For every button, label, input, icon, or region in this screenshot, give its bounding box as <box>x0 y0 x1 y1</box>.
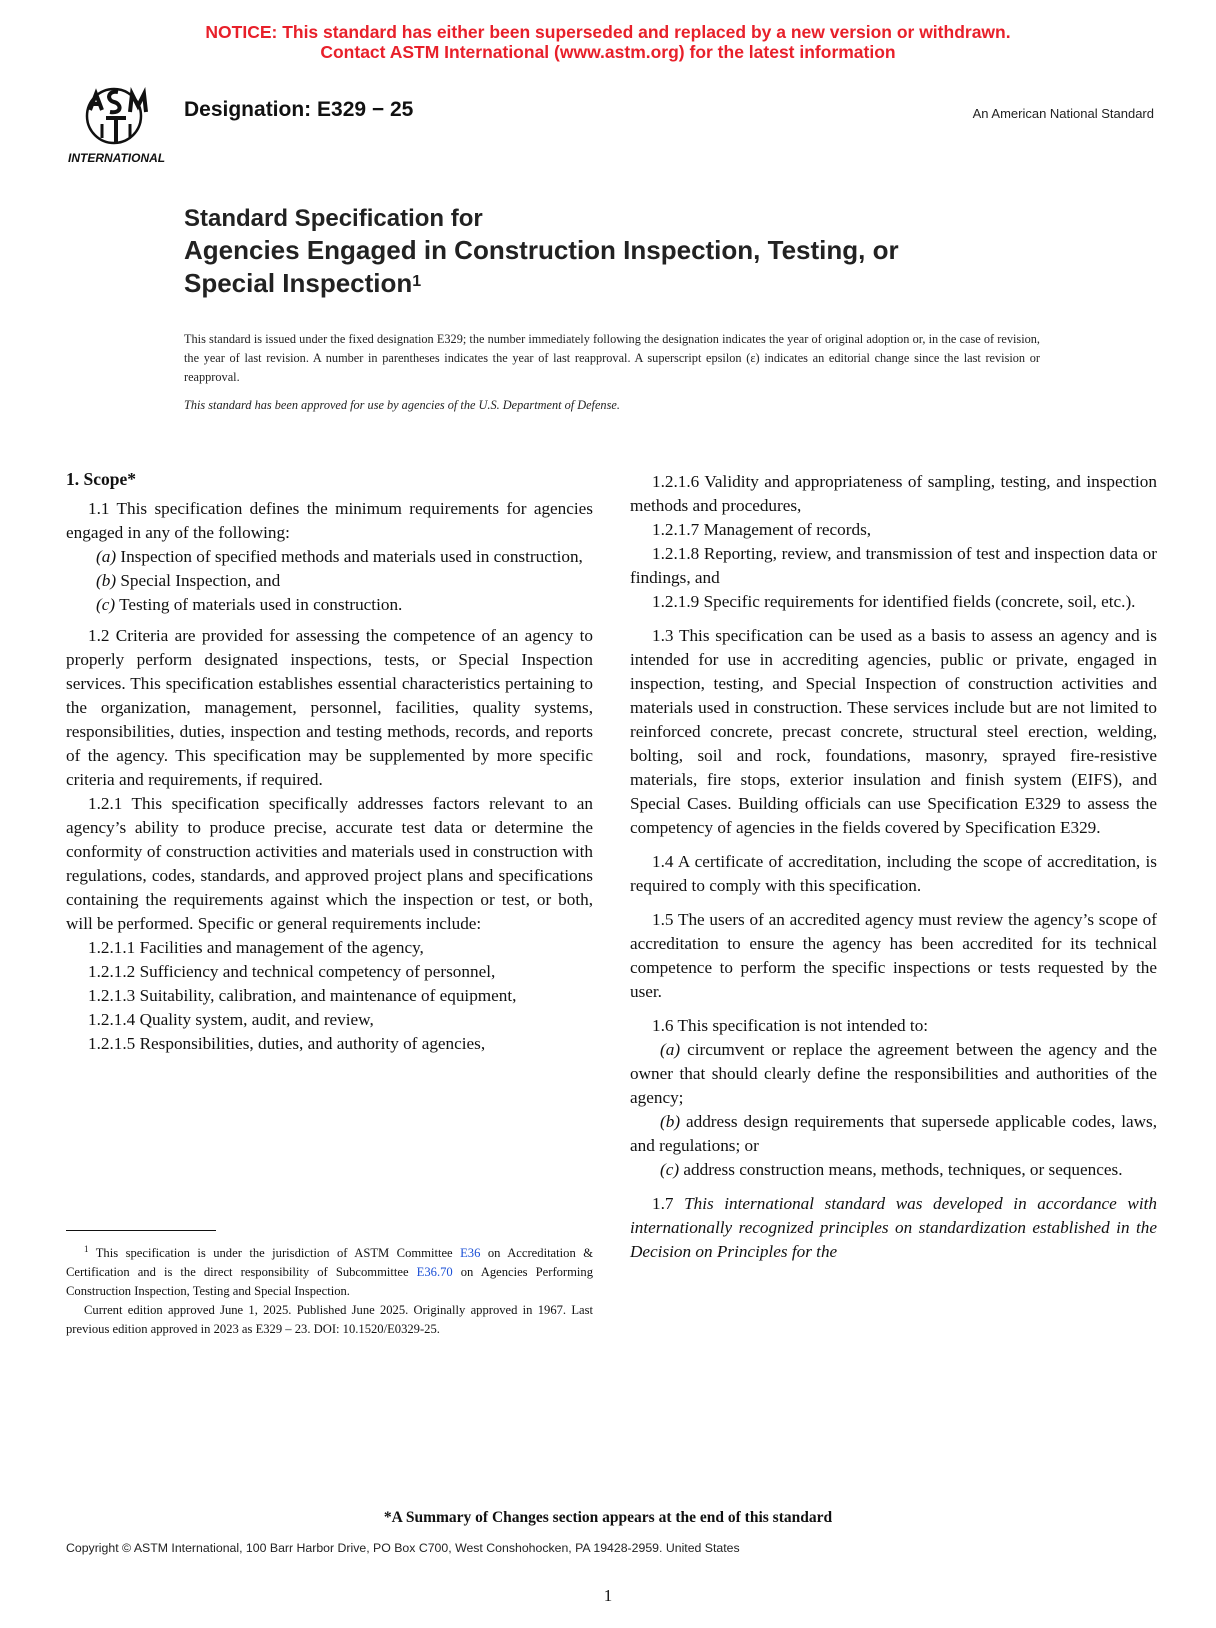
copyright: Copyright © ASTM International, 100 Barr Harbor Drive, PO Box C700, West Conshohocken, PA 19428-2959. United States <box>66 1541 740 1555</box>
footnote-text-1: This specification is under the jurisdiction of ASTM Committee <box>88 1246 461 1261</box>
list-text-c: Testing of materials used in construction. <box>115 595 403 614</box>
para-1-5: 1.5 The users of an accredited agency must review the agency’s scope of accreditation to ensure the agency has been accredited for its technical competence to perform the specific inspections or tests requested by the user. <box>630 910 1157 1001</box>
para-1-4: 1.4 A certificate of accreditation, including the scope of accreditation, is required to comply with this specification. <box>630 852 1157 895</box>
para-1-2-1-1: 1.2.1.1 Facilities and management of the agency, <box>88 938 424 957</box>
footnote-text-3: on Agencies Performing Construction Inspection, Testing and Special Inspection. <box>66 1265 594 1299</box>
footnote-mark: 1 <box>84 1244 89 1254</box>
para-1-7-text: This international standard was developed in accordance with internationally recognized principles on standardization established in the Decision on Principles for the <box>630 1194 1157 1261</box>
right-list-text-b: address design requirements that supersede applicable codes, laws, and regulations; or <box>630 1112 1157 1155</box>
para-1-6: 1.6 This specification is not intended to: <box>652 1016 929 1035</box>
list-item-b <box>66 569 593 593</box>
list-label-c: (c) <box>96 595 116 614</box>
right-list-item-a <box>630 1038 1157 1110</box>
subcommittee-link-e36-70[interactable]: E36.70 <box>416 1265 453 1280</box>
page-number: 1 <box>603 1586 613 1605</box>
section-heading-scope: 1. Scope* <box>66 469 136 489</box>
para-1-2-1-7: 1.2.1.7 Management of records, <box>652 520 872 539</box>
withdrawal-notice <box>0 22 1216 62</box>
para-1-7-number: 1.7 <box>652 1194 685 1213</box>
right-list-text-c: address construction means, methods, techniques, or sequences. <box>679 1160 1123 1179</box>
right-list-item-b <box>630 1110 1157 1158</box>
footnote-divider <box>66 1230 216 1231</box>
issued-note: This standard is issued under the fixed designation E329; the number immediately following the designation indicates the year of original adoption or, in the case of revision, the year of last revision. A number in parentheses indicates the year of last reapproval. A superscript epsilon (ε) indicates an editorial change since the last revision or reapproval. <box>184 332 1040 384</box>
list-item-a <box>66 545 593 569</box>
footnote-edition: Current edition approved June 1, 2025. Published June 2025. Originally approved in 1967. Last previous edition approved in 2023 as E329 – 23. DOI: 10.1520/E0329-25. <box>66 1303 593 1337</box>
right-list-label-a: (a) <box>660 1040 681 1059</box>
footnote-text-2: on Accreditation & Certification and is the direct responsibility of Subcommittee <box>66 1246 593 1280</box>
right-list-item-c <box>630 1158 1157 1182</box>
para-1-2: 1.2 Criteria are provided for assessing the competence of an agency to properly perform designated inspections, tests, or Special Inspection services. This specification establishes essential characteristics pertaining to the organization, management, personnel, facilities, quality systems, responsibilities, duties, inspection and testing methods, records, and reports of the agency. This specification may be supplemented by more specific criteria and requirements, if required. <box>66 626 593 789</box>
para-1-1: 1.1 This specification defines the minimum requirements for agencies engaged in any of the following: <box>66 499 593 542</box>
designation: Designation: E329 − 25 <box>184 98 414 121</box>
footnote-1 <box>66 1240 593 1301</box>
summary-of-changes-note: *A Summary of Changes section appears at the end of this standard <box>383 1509 833 1526</box>
right-list-label-c: (c) <box>660 1160 680 1179</box>
document-title <box>184 203 1124 300</box>
para-1-2-1: 1.2.1 This specification specifically addresses factors relevant to an agency’s ability to produce precise, accurate test data or determine the conformity of construction activities and materials used in construction with regulations, codes, standards, and approved project plans and specifications containing the requirements against which the inspection or test, or both, will be performed. Specific or general requirements include: <box>66 794 593 933</box>
para-1-2-1-8: 1.2.1.8 Reporting, review, and transmission of test and inspection data or findings, and <box>630 544 1157 587</box>
dod-approval-note: This standard has been approved for use by agencies of the U.S. Department of Defense. <box>184 398 620 412</box>
para-1-2-1-2: 1.2.1.2 Sufficiency and technical competency of personnel, <box>88 962 496 981</box>
para-1-2-1-6: 1.2.1.6 Validity and appropriateness of sampling, testing, and inspection methods and procedures, <box>630 472 1157 515</box>
left-column <box>66 467 593 1056</box>
para-1-2-1-5: 1.2.1.5 Responsibilities, duties, and authority of agencies, <box>88 1034 486 1053</box>
footnote <box>66 1240 593 1339</box>
astm-logo <box>66 86 170 168</box>
title-line-3: Special Inspection <box>184 268 413 298</box>
right-list-text-a: circumvent or replace the agreement between the agency and the owner that should clearly define the responsibilities and authorities of the agency; <box>630 1040 1157 1107</box>
list-text-a: Inspection of specified methods and materials used in construction, <box>116 547 583 566</box>
para-1-2-1-3: 1.2.1.3 Suitability, calibration, and maintenance of equipment, <box>88 986 517 1005</box>
title-footnote-mark: 1 <box>412 273 422 290</box>
committee-link-e36[interactable]: E36 <box>460 1246 481 1261</box>
title-line-3-wrap <box>184 267 1124 300</box>
list-text-b: Special Inspection, and <box>116 571 281 590</box>
notice-line-2: Contact ASTM International (www.astm.org) for the latest information <box>320 42 896 62</box>
para-1-7 <box>630 1192 1157 1264</box>
american-national-standard-label: An American National Standard <box>972 106 1154 121</box>
notice-line-1: NOTICE: This standard has either been superseded and replaced by a new version or withdrawn. <box>205 22 1011 42</box>
para-1-3: 1.3 This specification can be used as a basis to assess an agency and is intended for use in accrediting agencies, public or private, engaged in inspection, testing, and Special Inspection of construction activities and materials used in construction. These services include but are not limited to reinforced concrete, precast concrete, structural steel erection, welding, bolting, soil and rock, foundations, masonry, sprayed fire-resistive materials, fire stops, exterior insulation and finish system (EIFS), and Special Cases. Building officials can use Specification E329 to assess the competency of agencies in the fields covered by Specification E329. <box>630 626 1157 837</box>
list-label-b: (b) <box>96 571 117 590</box>
para-1-2-1-9: 1.2.1.9 Specific requirements for identified fields (concrete, soil, etc.). <box>652 592 1136 611</box>
title-line-2: Agencies Engaged in Construction Inspection, Testing, or <box>184 235 899 265</box>
list-item-c <box>66 593 593 617</box>
para-1-2-1-4: 1.2.1.4 Quality system, audit, and review, <box>88 1010 374 1029</box>
logo-wordmark: INTERNATIONAL <box>68 151 166 165</box>
right-column <box>630 470 1157 1264</box>
right-list-label-b: (b) <box>660 1112 681 1131</box>
title-line-1: Standard Specification for <box>184 205 483 232</box>
list-label-a: (a) <box>96 547 117 566</box>
